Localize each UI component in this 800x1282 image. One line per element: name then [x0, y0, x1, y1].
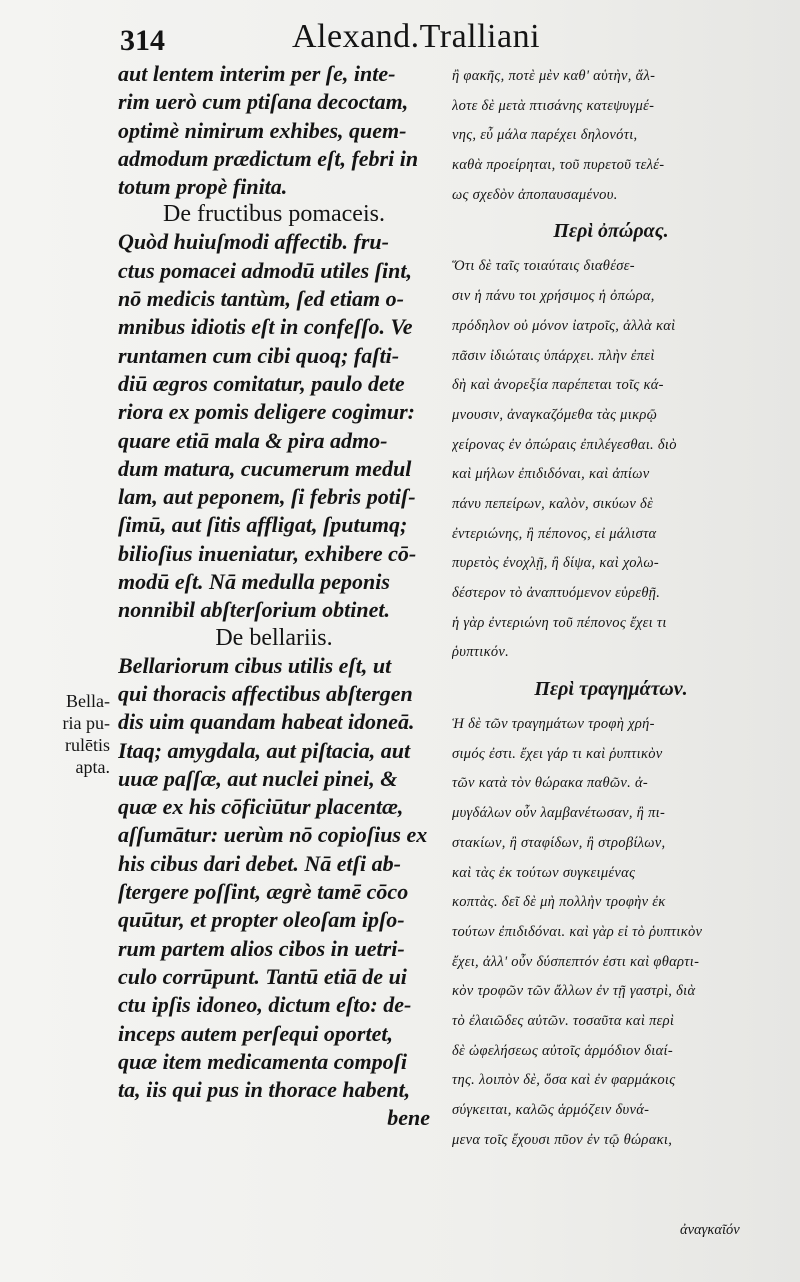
latin-text-line: Bellariorum cibus utilis eſt, ut	[118, 652, 392, 678]
latin-text-line: aut lentem interim per ſe, inte-	[118, 61, 396, 86]
section-heading: De bellariis.	[215, 624, 333, 651]
greek-text-line: ἢ φακῆς, ποτὲ μὲν καθ' αὑτὴν, ἄλ-	[452, 68, 656, 84]
greek-text-line: σιμός ἐστι. ἔχει γάρ τι καὶ ῥυπτικὸν	[452, 745, 663, 762]
latin-text-line: dum matura, cucumerum medul	[118, 455, 412, 481]
section-heading: Περὶ τραγημάτων.	[534, 678, 688, 701]
section-heading: Περὶ ὀπώρας.	[553, 220, 669, 243]
greek-text-line: δὲ ὠφελήσεως αὐτοῖς ἁρμόδιον διαί-	[452, 1042, 673, 1059]
latin-text-line: mnibus idiotis eſt in confeſſo. Ve	[118, 314, 413, 340]
greek-text-line: μενα τοῖς ἔχουσι πῦον ἐν τῷ θώρακι,	[452, 1131, 673, 1148]
greek-text-line: χείρονας ἐν ὀπώραις ἐπιλέγεσθαι. διὸ	[452, 436, 677, 453]
latin-text-line: riora ex pomis deligere cogimur:	[118, 399, 415, 425]
greek-text-line: τούτων ἐπιδιδόναι. καὶ γὰρ εἰ τὸ ῥυπτικὸν	[452, 923, 703, 940]
latin-text-line: ctu ipſis idoneo, dictum eſto: de-	[118, 992, 412, 1018]
greek-text-line: καὶ μήλων ἐπιδιδόναι, καὶ ἀπίων	[452, 466, 650, 483]
greek-text-line: Ἡ δὲ τῶν τραγημάτων τροφὴ χρή-	[452, 716, 655, 733]
greek-text-line: Ὅτι δὲ ταῖς τοιαύταις διαθέσε-	[452, 258, 635, 275]
latin-text-line: runtamen cum cibi quoq; faſti-	[118, 342, 400, 368]
running-head: Alexand.Tralliani	[292, 18, 541, 55]
latin-text-line: totum propè finita.	[118, 174, 288, 200]
latin-text-line: nonnibil abſterſorium obtinet.	[118, 597, 390, 623]
latin-text-line: Itaq; amygdala, aut piſtacia, aut	[118, 737, 411, 763]
greek-text-line: ἡ γὰρ ἐντεριώνη τοῦ πέπονος ἔχει τι	[452, 614, 667, 631]
latin-text-line: quare etiā mala & pira admo-	[118, 427, 388, 453]
latin-text-line: qui thoracis affectibus abſtergen	[118, 680, 413, 706]
margin-note-line: apta.	[75, 757, 110, 777]
greek-text-line: στακίων, ἢ σταφίδων, ἢ στροβίλων,	[452, 834, 666, 851]
greek-text-line: πᾶσιν ἰδιώταις ὑπάρχει. πλὴν ἐπεὶ	[452, 347, 655, 364]
greek-text-line: κοπτὰς. δεῖ δὲ μὴ πολλὴν τροφὴν ἐκ	[452, 894, 666, 911]
latin-text-line: ctus pomacei admodū utiles ſint,	[118, 257, 412, 283]
greek-text-line: δέστερον τὸ ἀναπτυόμενον εὑρεθῇ.	[452, 585, 661, 601]
latin-text-line: Quòd huiuſmodi affectib. fru-	[118, 229, 389, 255]
latin-text-line: uuæ paſſæ, aut nuclei pinei, &	[118, 765, 398, 791]
latin-text-line: his cibus dari debet. Nā etſi ab-	[118, 850, 401, 876]
greek-text-line: ἔχει, ἀλλ' οὖν δύσπεπτόν ἐστι καὶ φθαρτι-	[452, 953, 700, 970]
margin-note-line: ria pu-	[62, 713, 110, 733]
greek-text-line: της. λοιπὸν δὲ, ὅσα καὶ ἐν φαρμάκοις	[452, 1072, 676, 1089]
latin-text-line: bilioſius inueniatur, exhibere cō-	[118, 540, 417, 566]
latin-text-line: ſtergere poſſint, ægrè tamē cōco	[118, 879, 409, 905]
greek-text-line: δὴ καὶ ἀνορεξία παρέπεται τοῖς κά-	[452, 377, 664, 394]
latin-text-line: culo corrūpunt. Tantū etiā de ui	[118, 963, 407, 989]
greek-text-line: ἐντεριώνης, ἢ πέπονος, εἰ μάλιστα	[452, 525, 657, 542]
greek-text-line: τὸ ἐλαιῶδες αὐτῶν. τοσαῦτα καὶ περὶ	[452, 1012, 675, 1029]
greek-text-line: μνουσιν, ἀναγκαζόμεθα τὰς μικρῷ	[452, 406, 658, 423]
greek-text-line: ῥυπτικόν.	[452, 644, 510, 661]
margin-note-line: rulētis	[65, 735, 110, 755]
latin-text-line: rum partem alios cibos in uetri-	[118, 935, 405, 961]
margin-note	[26, 690, 110, 778]
latin-text-line: quæ item medicamenta compoſi	[118, 1048, 408, 1074]
greek-text-line: πρόδηλον οὐ μόνον ἰατροῖς, ἀλλὰ καὶ	[452, 317, 676, 334]
latin-text-line: admodum prædictum eſt, febri in	[118, 145, 419, 171]
latin-text-line: diū ægros comitatur, paulo dete	[118, 370, 405, 396]
latin-text-line: inceps autem perſequi oportet,	[118, 1020, 393, 1046]
greek-text-line: τῶν κατὰ τὸν θώρακα παθῶν. ἀ-	[452, 775, 649, 792]
latin-text-line: quūtur, et propter oleoſam ipſo-	[118, 907, 405, 933]
greek-text-line: σιν ἡ πάνυ τοι χρήσιμος ἡ ὀπώρα,	[452, 288, 655, 305]
section-heading: De fructibus pomaceis.	[163, 201, 385, 228]
greek-text-line: νης, εὖ μάλα παρέχει δηλονότι,	[452, 127, 638, 144]
greek-text-line: καθὰ προείρηται, τοῦ πυρετοῦ τελέ-	[452, 157, 665, 174]
greek-text-line: μυγδάλων οὖν λαμβανέτωσαν, ἢ πι-	[452, 805, 666, 822]
greek-text-line: λοτε δὲ μετὰ πτισάνης κατεψυγμέ-	[452, 97, 655, 114]
latin-text-line: modū eſt. Nā medulla peponis	[118, 569, 390, 595]
greek-text-line: πάνυ πεπείρων, καλὸν, σικύων δὲ	[452, 495, 654, 512]
greek-text-line: καὶ τὰς ἐκ τούτων συγκειμένας	[452, 864, 636, 881]
page-number: 314	[120, 24, 165, 57]
latin-text-line: ſimū, aut ſitis affligat, ſputumq;	[118, 512, 408, 538]
latin-text-line: quæ ex his cōficiūtur placentæ,	[118, 794, 404, 820]
latin-text-line: aſſumātur: uerùm nō copioſius ex	[118, 822, 428, 848]
greek-catchword: ἀναγκαῖόν	[680, 1222, 740, 1238]
latin-text-line: dis uim quandam habeat idoneā.	[118, 709, 415, 735]
latin-text-line: rim uerò cum ptiſana decoctam,	[118, 89, 409, 115]
latin-text-line: ta, iis qui pus in thorace habent,	[118, 1077, 411, 1103]
greek-text-line: ως σχεδὸν ἀποπαυσαμένου.	[452, 186, 618, 203]
margin-note-line: Bella-	[66, 691, 110, 711]
latin-column	[118, 60, 430, 1133]
latin-text-line: optimè nimirum exhibes, quem-	[118, 117, 407, 143]
latin-text-line: nō medicis tantùm, ſed etiam o-	[118, 286, 404, 312]
greek-column	[452, 62, 770, 1155]
greek-text-line: πυρετὸς ἐνοχλῇ, ἢ δίψα, καὶ χολω-	[452, 555, 660, 572]
greek-text-line: σύγκειται, καλῶς ἁρμόζειν δυνά-	[452, 1102, 650, 1118]
greek-text-line: κὸν τροφῶν τῶν ἄλλων ἐν τῇ γαστρὶ, διὰ	[452, 983, 696, 1000]
latin-text-line: lam, aut peponem, ſi febris potiſ-	[118, 484, 416, 510]
latin-text-line: bene	[387, 1105, 430, 1131]
